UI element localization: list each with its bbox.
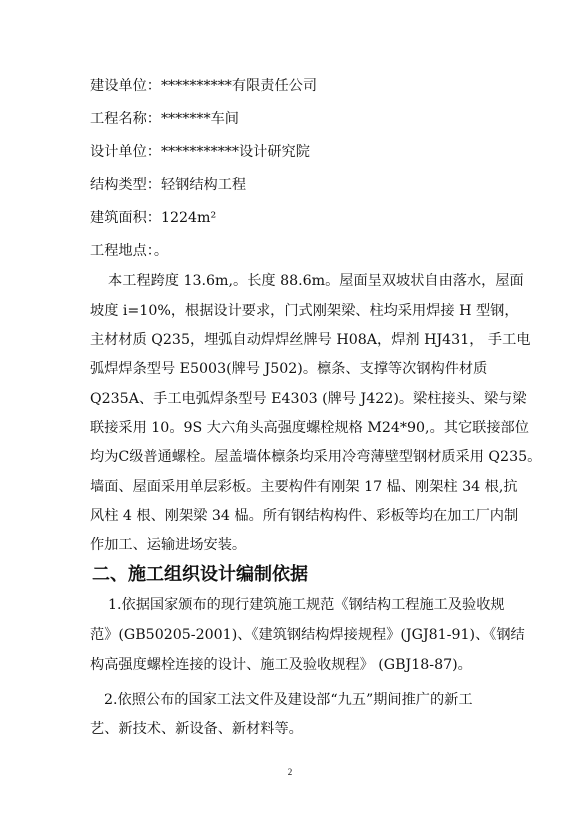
overview-line: 联接采用 10。9S 大六角头高强度螺栓规格 M24*90,。其它联接部位 — [90, 420, 529, 436]
basis-line: 1.依据国家颁布的现行建筑施工规范《钢结构工程施工及验收规 — [108, 597, 505, 613]
overview-line: 弧焊焊条型号 E5003(牌号 J502)。檩条、支撑等次钢构件材质 — [90, 361, 488, 377]
overview-line: 主材材质 Q235，埋弧自动焊焊丝牌号 H08A，焊剂 HJ431， 手工电 — [90, 332, 531, 348]
design-unit-line: 设计单位：***********设计研究院 — [90, 144, 310, 160]
basis-line: 构高强度螺栓连接的设计、施工及验收规程》 (GBJ18-87)。 — [90, 657, 472, 673]
overview-line: 均为C级普通螺栓。屋盖墙体檩条均采用冷弯薄壁型钢材质采用 Q235。 — [90, 449, 542, 465]
structure-type-line: 结构类型：轻钢结构工程 — [90, 177, 247, 193]
section-heading: 二、施工组织设计编制依据 — [92, 564, 308, 585]
page-number: 2 — [287, 767, 293, 777]
project-location-line: 工程地点：。 — [90, 243, 169, 259]
overview-line: 风柱 4 根、刚架梁 34 榀。所有钢结构构件、彩板等均在加工厂内制 — [90, 508, 519, 524]
overview-line: 本工程跨度 13.6m,。长度 88.6m。屋面呈双坡状自由落水，屋面 — [108, 273, 524, 289]
basis-line: 艺、新技术、新设备、新材料等。 — [90, 721, 303, 737]
basis-line: 范》(GB50205-2001)、《建筑钢结构焊接规程》(JGJ81-91)、《钢结 — [90, 627, 525, 643]
overview-line: Q235A、手工电弧焊条型号 E4303 (牌号 J422)。梁柱接头、梁与梁 — [90, 391, 527, 407]
overview-line: 坡度 i=10%，根据设计要求，门式刚架梁、柱均采用焊接 H 型钢， — [90, 303, 519, 319]
overview-line: 作加工、运输进场安装。 — [90, 537, 247, 553]
overview-line: 墙面、屋面采用单层彩板。主要构件有刚架 17 榀、刚架柱 34 根,抗 — [90, 479, 518, 495]
project-name-line: 工程名称：*******车间 — [90, 111, 239, 127]
building-area-line: 建筑面积：1224m² — [90, 210, 217, 226]
basis-line: 2.依照公布的国家工法文件及建设部“九五”期间推广的新工 — [104, 692, 473, 708]
construction-unit-line: 建设单位：**********有限责任公司 — [90, 78, 318, 94]
